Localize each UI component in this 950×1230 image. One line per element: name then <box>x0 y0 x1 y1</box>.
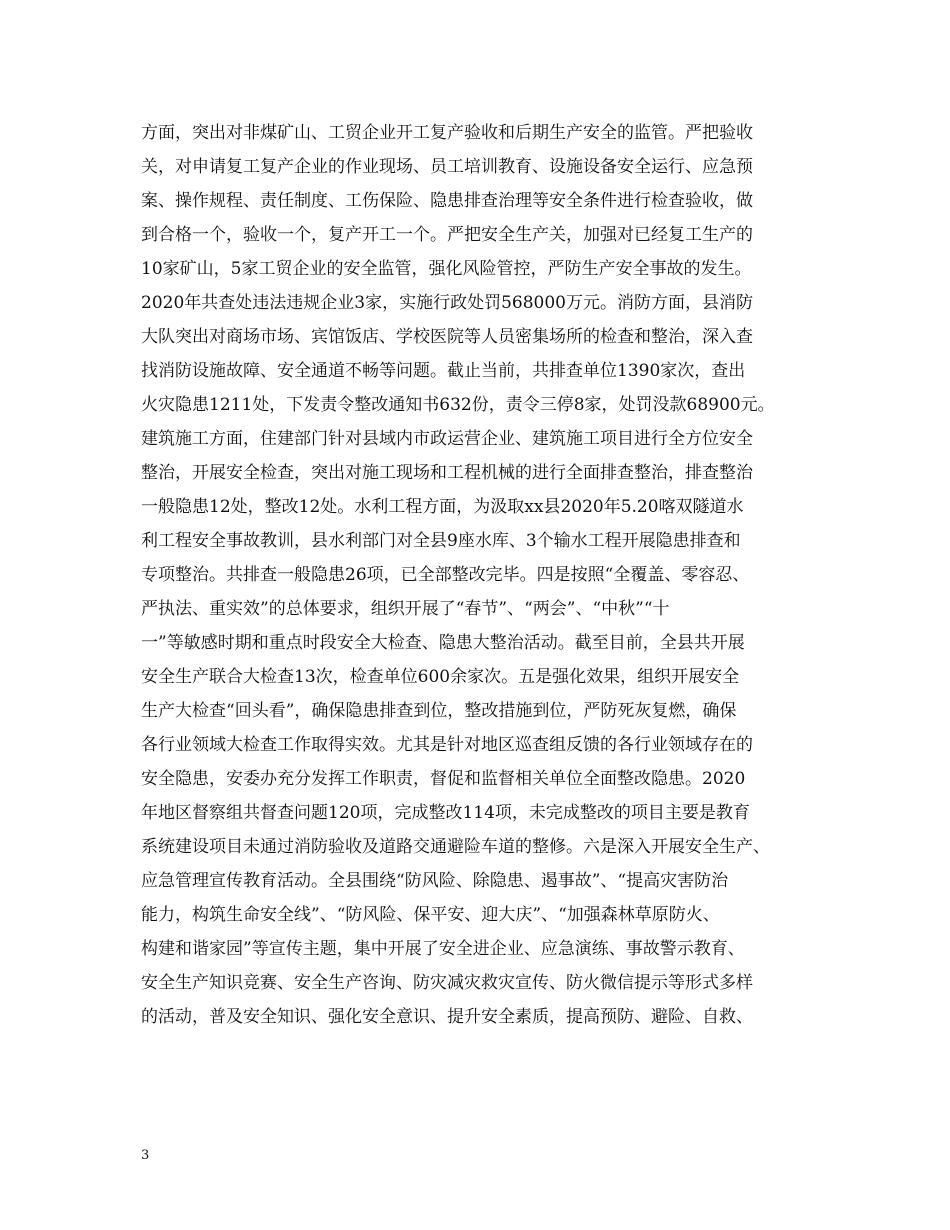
text-line: 应急管理宣传教育活动。全县围绕“防风险、除隐患、遏事故”、“提高灾害防治 <box>141 871 729 891</box>
text-line: 关，对申请复工复产企业的作业现场、员工培训教育、设施设备安全运行、应急预 <box>141 157 753 177</box>
text-line: 利工程安全事故教训，县水利部门对全县9座水库、3个输水工程开展隐患排查和 <box>141 531 741 551</box>
text-line: 大队突出对商场市场、宾馆饭店、学校医院等人员密集场所的检查和整治，深入查 <box>141 327 753 347</box>
text-line: 火灾隐患1211处，下发责令整改通知书632份，责令三停8家，处罚没款68900元。 <box>141 395 775 415</box>
text-line: 方面，突出对非煤矿山、工贸企业开工复产验收和后期生产安全的监管。严把验收 <box>141 123 753 143</box>
text-line: 构建和谐家园”等宣传主题，集中开展了安全进企业、应急演练、事故警示教育、 <box>141 939 745 959</box>
text-line: 安全生产知识竞赛、安全生产咨询、防灾减灾救灾宣传、防火微信提示等形式多样 <box>141 973 753 993</box>
text-line: 10家矿山，5家工贸企业的安全监管，强化风险管控，严防生产安全事故的发生。 <box>141 259 752 279</box>
text-line: 专项整治。共排查一般隐患26项，已全部整改完毕。四是按照“全覆盖、零容忍、 <box>141 565 750 585</box>
text-line: 安全生产联合大检查13次，检查单位600余家次。五是强化效果，组织开展安全 <box>141 667 740 687</box>
text-line: 找消防设施故障、安全通道不畅等问题。截止当前，共排查单位1390家次，查出 <box>141 361 746 381</box>
text-line: 的活动，普及安全知识、强化安全意识、提升安全素质，提高预防、避险、自救、 <box>141 1007 753 1027</box>
text-line: 2020年共查处违法违规企业3家，实施行政处罚568000万元。消防方面，县消防 <box>141 293 753 313</box>
text-line: 案、操作规程、责任制度、工伤保险、隐患排查治理等安全条件进行检查验收，做 <box>141 191 753 211</box>
text-line: 生产大检查“回头看”，确保隐患排查到位，整改措施到位，严防死灰复燃，确保 <box>141 701 737 721</box>
text-line: 到合格一个，验收一个，复产开工一个。严把安全生产关，加强对已经复工生产的 <box>141 225 753 245</box>
text-line: 严执法、重实效”的总体要求，组织开展了“春节”、“两会”、“中秋”“十 <box>141 599 670 619</box>
page-number: 3 <box>141 1148 150 1163</box>
body-text <box>141 116 831 1034</box>
text-line: 系统建设项目未通过消防验收及道路交通避险车道的整修。六是深入开展安全生产、 <box>141 837 770 857</box>
text-line: 年地区督察组共督查问题120项，完成整改114项，未完成整改的项目主要是教育 <box>141 803 750 823</box>
text-line: 安全隐患，安委办充分发挥工作职责，督促和监督相关单位全面整改隐患。2020 <box>141 769 746 789</box>
text-line: 各行业领域大检查工作取得实效。尤其是针对地区巡查组反馈的各行业领域存在的 <box>141 735 753 755</box>
text-line: 建筑施工方面，住建部门针对县域内市政运营企业、建筑施工项目进行全方位安全 <box>141 429 753 449</box>
text-line: 能力，构筑生命安全线”、“防风险、保平安、迎大庆”、“加强森林草原防火、 <box>141 905 720 925</box>
text-line: 整治，开展安全检查，突出对施工现场和工程机械的进行全面排查整治，排查整治 <box>141 463 753 483</box>
text-line: 一”等敏感时期和重点时段安全大检查、隐患大整治活动。截至目前，全县共开展 <box>141 633 745 653</box>
text-line: 一般隐患12处，整改12处。水利工程方面，为汲取xx县2020年5.20喀双隧道水 <box>141 497 744 517</box>
